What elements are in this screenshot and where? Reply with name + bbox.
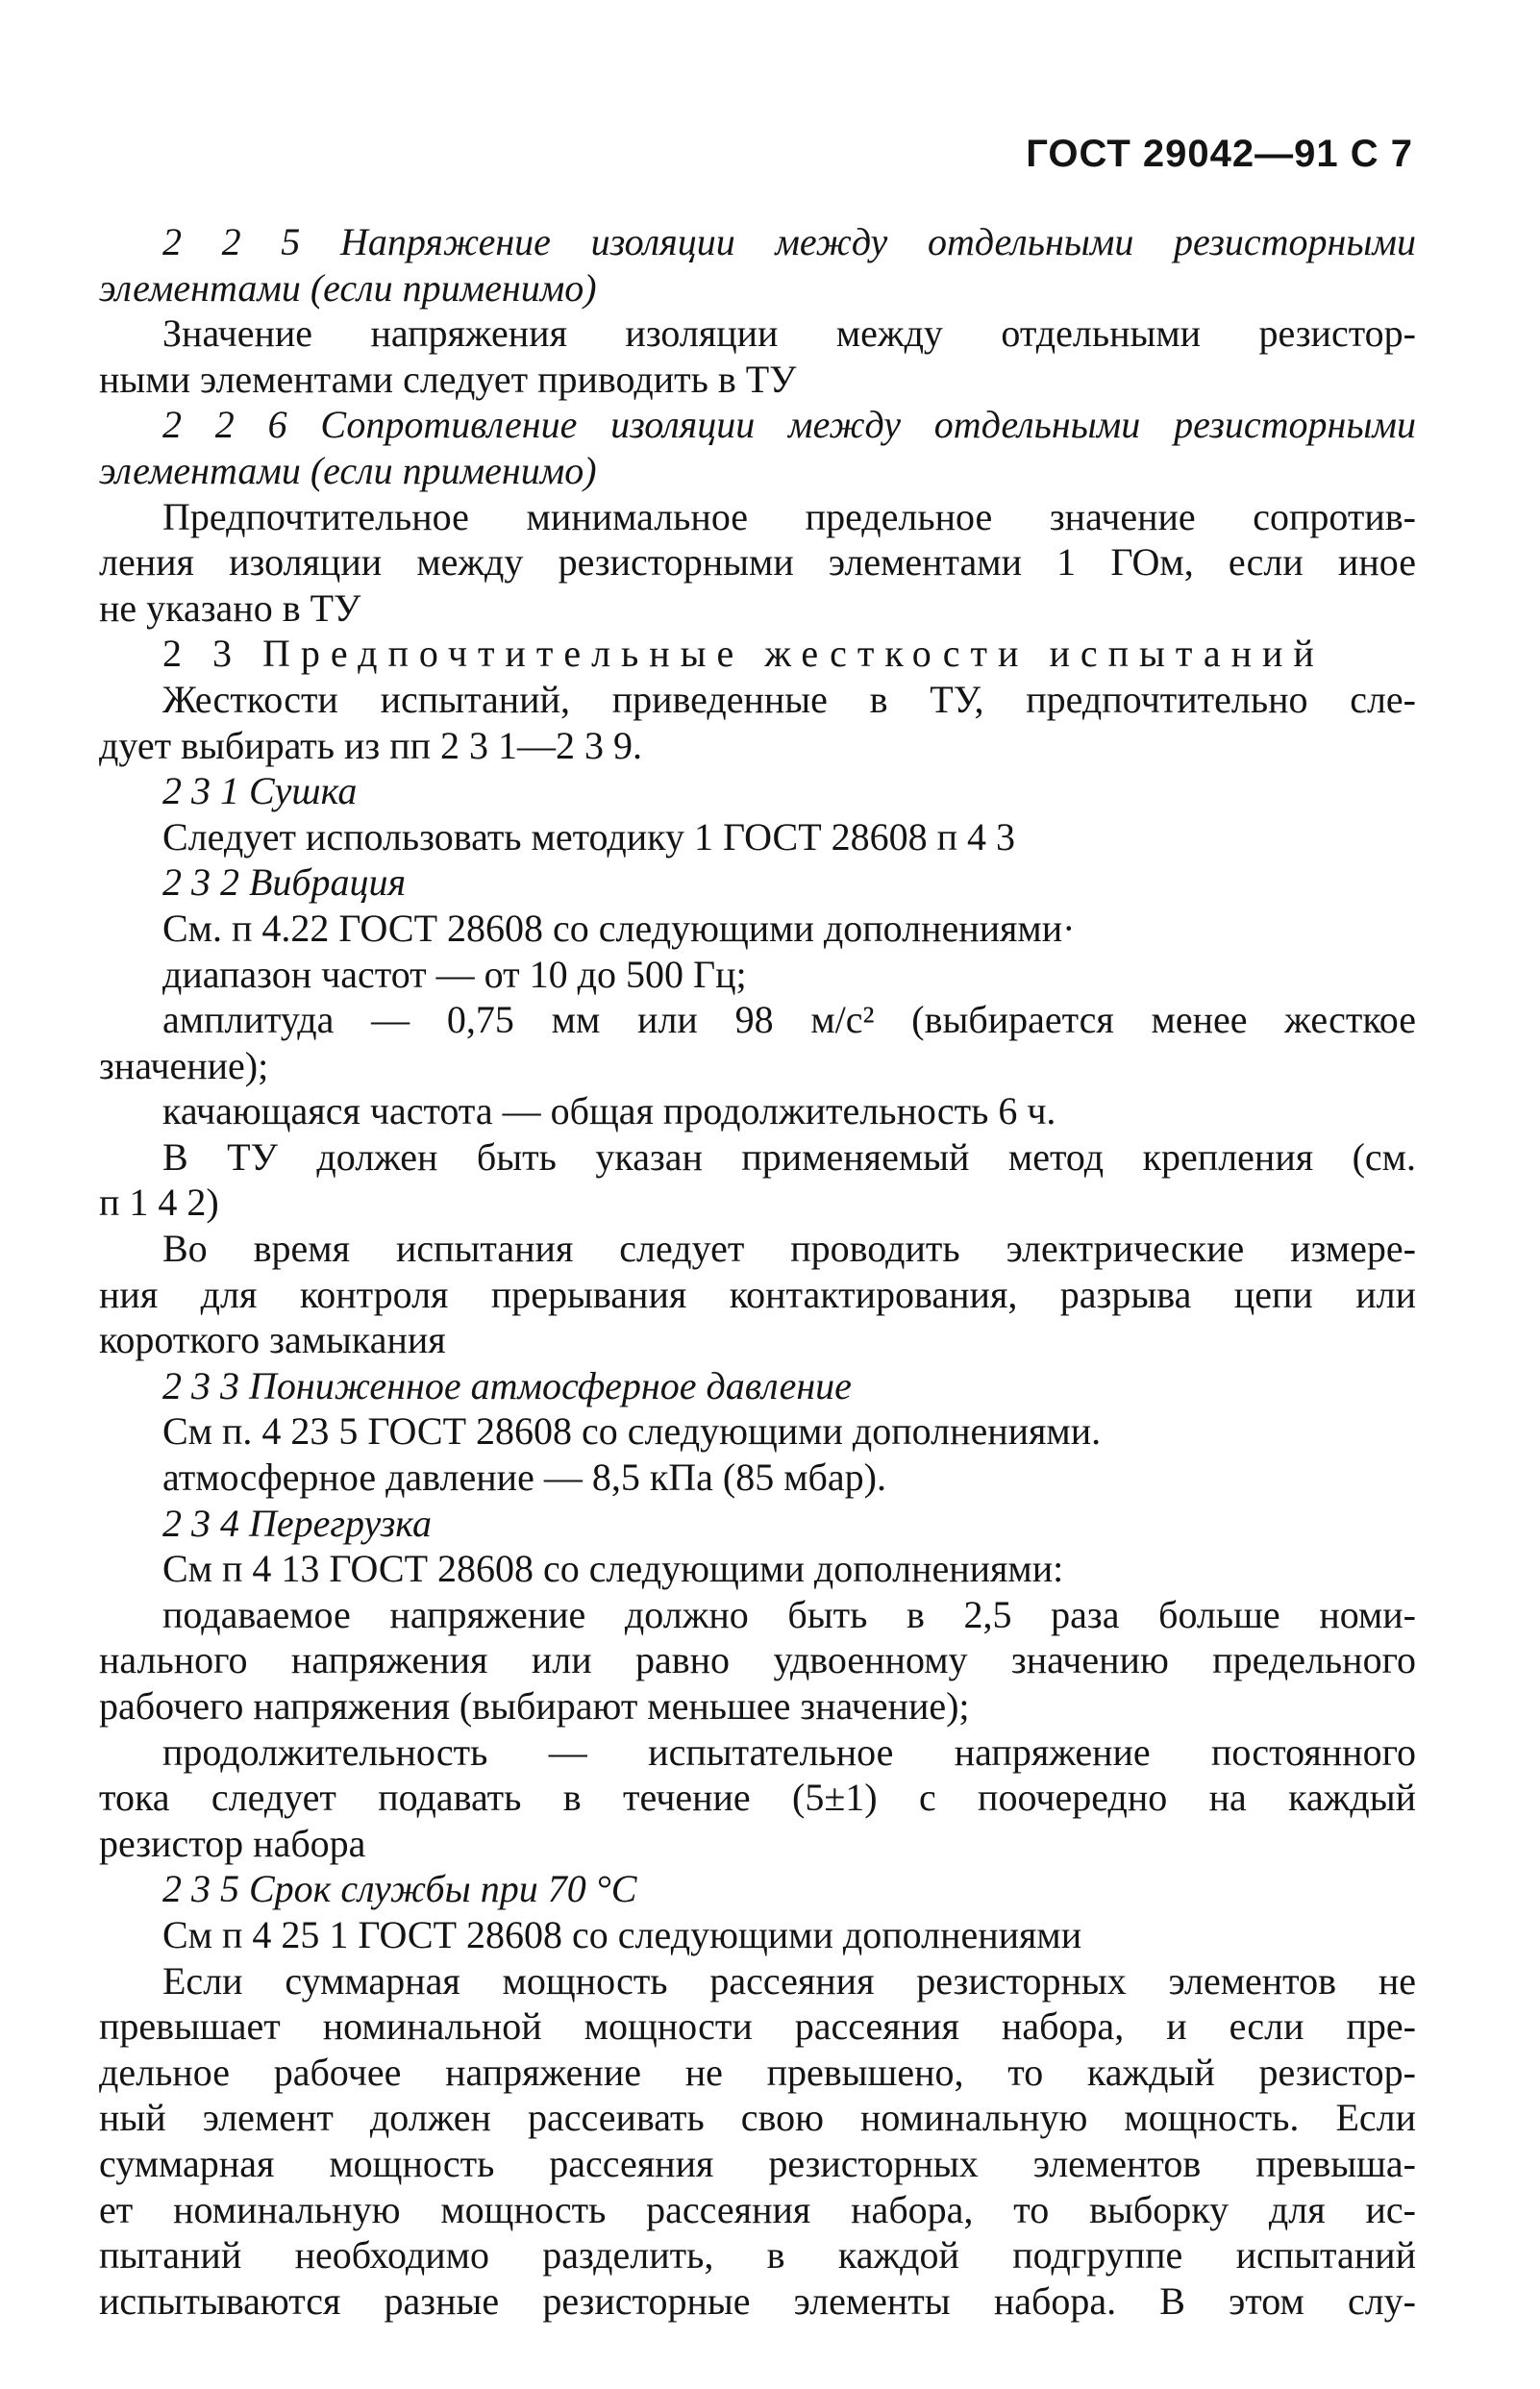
text-line: атмосферное давление — 8,5 кПа (85 мбар). (162, 1456, 886, 1500)
text-line: пытаний необходимо разделить, в каждой подгруппе испытаний (99, 2233, 1416, 2277)
text-line: 2 3 3 Пониженное атмосферное давление (162, 1363, 852, 1407)
page-header: ГОСТ 29042—91 С 7 (1026, 133, 1413, 175)
text-line: дует выбирать из пп 2 3 1—2 3 9. (99, 723, 643, 767)
text-line: дельное рабочее напряжение не превышено, то каждый резистор- (99, 2050, 1416, 2094)
text-line: См. п 4.22 ГОСТ 28608 со следующими дополнениями· (162, 906, 1076, 950)
text-line: элементами (если применимо) (99, 448, 597, 492)
text-line: 2 3 2 Вибрация (162, 860, 407, 905)
text-line: нального напряжения или равно удвоенному значению предельного (99, 1638, 1416, 1682)
text-line: 2 2 6 Сопротивление изоляции между отдельными резисторными (162, 403, 1416, 447)
text-line: Жесткости испытаний, приведенные в ТУ, предпочтительно сле- (162, 677, 1416, 721)
text-line: ный элемент должен рассеивать свою номинальную мощность. Если (99, 2096, 1416, 2140)
text-line: См п 4 13 ГОСТ 28608 со следующими дополнениями: (162, 1547, 1064, 1591)
text-line: См п. 4 23 5 ГОСТ 28608 со следующими дополнениями. (162, 1409, 1102, 1454)
text-line: п 1 4 2) (99, 1181, 219, 1225)
text-line: испытываются разные резисторные элементы набора. В этом слу- (99, 2278, 1416, 2323)
text-line: ными элементами следует приводить в ТУ (99, 357, 797, 401)
text-line: элементами (если применимо) (99, 265, 597, 310)
text-line: продолжительность — испытательное напряжение постоянного (162, 1730, 1416, 1774)
text-line: Предпочтительное минимальное предельное значение сопротив- (162, 494, 1416, 538)
text-line: ния для контроля прерывания контактирования, разрыва цепи или (99, 1272, 1416, 1316)
text-line: амплитуда — 0,75 мм или 98 м/с² (выбирается менее жесткое (162, 998, 1416, 1042)
text-line: тока следует подавать в течение (5±1) с поочередно на каждый (99, 1776, 1416, 1820)
text-line: суммарная мощность рассеяния резисторных элементов превыша- (99, 2141, 1416, 2185)
text-line: подаваемое напряжение должно быть в 2,5 раза больше номи- (162, 1592, 1416, 1636)
text-line: 2 2 5 Напряжение изоляции между отдельными резисторными (162, 220, 1416, 263)
text-line: диапазон частот — от 10 до 500 Гц; (162, 952, 747, 996)
text-line: превышает номинальной мощности рассеяния набора, и если пре- (99, 2004, 1416, 2049)
text-line: Если суммарная мощность рассеяния резисторных элементов не (162, 1958, 1416, 2003)
text-line: резистор набора (99, 1821, 366, 1865)
text-line: значение); (99, 1043, 269, 1087)
text-line: В ТУ должен быть указан применяемый метод крепления (см. (162, 1134, 1416, 1179)
text-line: 2 3 5 Срок службы при 70 °С (162, 1867, 637, 1911)
text-line: не указано в ТУ (99, 585, 361, 630)
text-line: ления изоляции между резисторными элементами 1 ГОм, если иное (99, 540, 1416, 585)
text-line: Значение напряжения изоляции между отдельными резистор- (162, 311, 1416, 356)
text-line: См п 4 25 1 ГОСТ 28608 со следующими дополнениями (162, 1912, 1082, 1956)
text-line: ет номинальную мощность рассеяния набора, то выборку для ис- (99, 2187, 1416, 2231)
text-line: качающаяся частота — общая продолжительность 6 ч. (162, 1089, 1056, 1133)
text-line: Следует использовать методику 1 ГОСТ 28608 п 4 3 (162, 814, 1016, 859)
text-line: 2 3 4 Перегрузка (162, 1501, 433, 1545)
text-line: 2 3 1 Сушка (162, 769, 358, 813)
text-line: рабочего напряжения (выбирают меньшее значение); (99, 1684, 970, 1728)
text-line: короткого замыкания (99, 1318, 446, 1362)
text-line: 2 3 Предпочтительные жесткости испытаний (162, 632, 1325, 676)
text-line: Во время испытания следует проводить электрические измере- (162, 1227, 1416, 1271)
document-body (99, 219, 1416, 2324)
